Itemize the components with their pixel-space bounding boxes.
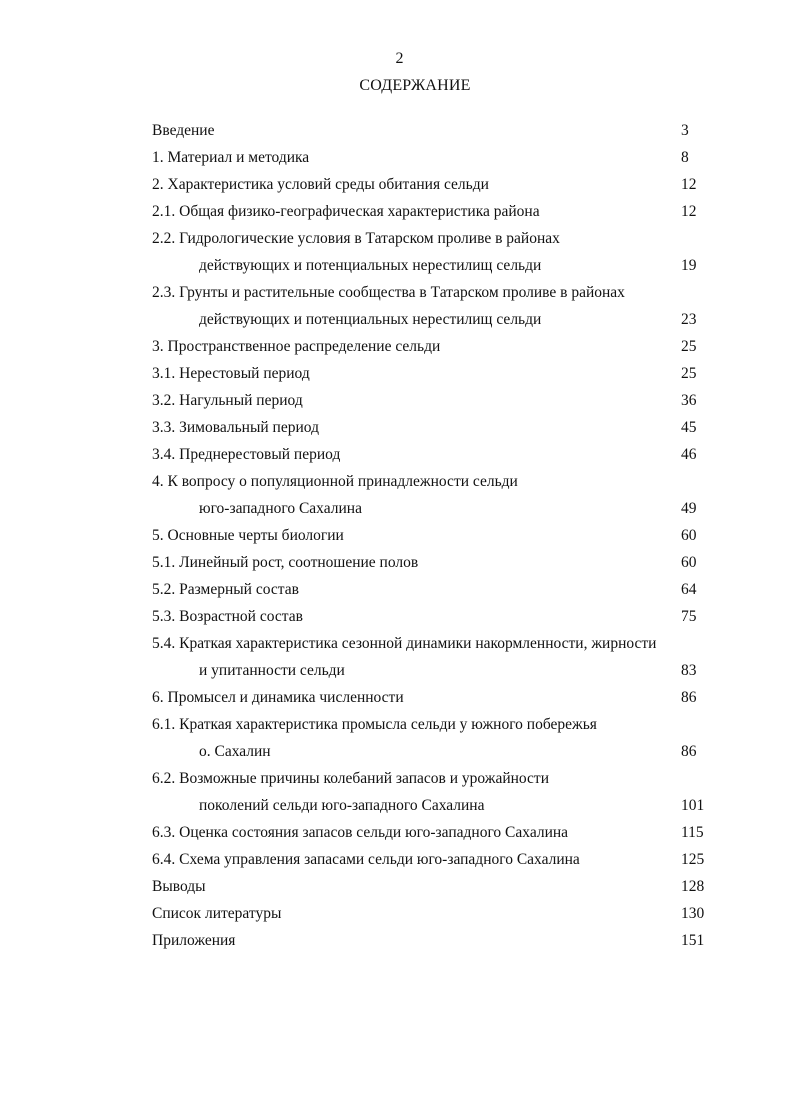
toc-entry-page-number: 83 [681,662,697,679]
toc-entry-title: действующих и потенциальных нерестилищ сельди [199,257,542,274]
toc-entry-title: 6.3. Оценка состояния запасов сельди юго-западного Сахалина [152,824,569,841]
toc-entry-page-number: 101 [681,797,705,814]
toc-entry-title: Выводы [152,878,206,895]
toc-entry-page-number: 46 [681,446,697,463]
toc-entry-title: Введение [152,122,215,139]
toc-entry-page-number: 19 [681,257,697,274]
toc-entry-page-number: 130 [681,905,705,922]
toc-entry-page-number: 60 [681,554,697,571]
toc-entry [152,549,712,576]
toc-entry-page-number: 25 [681,365,697,382]
toc-entry [152,333,712,360]
toc-entry [152,252,712,279]
toc-entry-page-number: 8 [681,149,689,166]
toc-entry-page-number: 128 [681,878,705,895]
toc-entry [152,846,712,873]
toc-entry-page-number: 25 [681,338,697,355]
toc-entry [152,495,712,522]
toc-entry [152,468,712,495]
toc-entry-title: 6.2. Возможные причины колебаний запасов и урожайности [152,770,549,787]
toc-entry [152,684,712,711]
toc-entry [152,279,712,306]
toc-entry [152,144,712,171]
toc-entry [152,819,712,846]
toc-entry [152,873,712,900]
toc-entry [152,765,712,792]
toc-entry-title: 6.1. Краткая характеристика промысла сельди у южного побережья [152,716,597,733]
toc-entry-page-number: 23 [681,311,697,328]
toc-entry-page-number: 49 [681,500,697,517]
toc-entry [152,603,712,630]
toc-entry-page-number: 60 [681,527,697,544]
toc-entry [152,630,712,657]
toc-entry-title: и упитанности сельди [199,662,345,679]
toc-entry [152,711,712,738]
toc-entry-title: 2.1. Общая физико-географическая характеристика района [152,203,540,220]
toc-entry [152,657,712,684]
toc-entry-page-number: 12 [681,176,697,193]
toc-entry-page-number: 45 [681,419,697,436]
toc-entry-title: поколений сельди юго-западного Сахалина [199,797,485,814]
toc-entry [152,171,712,198]
toc-entry [152,198,712,225]
toc-entry-page-number: 64 [681,581,697,598]
toc-entry [152,117,712,144]
toc-entry [152,792,712,819]
toc-entry-title: Приложения [152,932,236,949]
toc-entry-page-number: 36 [681,392,697,409]
toc-entry-page-number: 86 [681,689,697,706]
toc-entry [152,441,712,468]
page-title: СОДЕРЖАНИЕ [359,77,471,94]
toc-entry-page-number: 125 [681,851,705,868]
toc-entry-title: 2.2. Гидрологические условия в Татарском проливе в районах [152,230,560,247]
toc-entry-title: 3.2. Нагульный период [152,392,303,409]
toc-entry-title: юго-западного Сахалина [199,500,362,517]
toc-entry [152,522,712,549]
toc-entry [152,306,712,333]
toc-entry [152,225,712,252]
toc-entry [152,414,712,441]
toc-entry-title: 5.1. Линейный рост, соотношение полов [152,554,419,571]
toc-entry [152,387,712,414]
toc-entry [152,360,712,387]
toc-entry [152,576,712,603]
toc-entry-page-number: 115 [681,824,704,841]
toc-entry [152,900,712,927]
toc-entry-title: 1. Материал и методика [152,149,310,166]
page-number: 2 [395,50,404,67]
toc-entry-title: Список литературы [152,905,282,922]
toc-entry-page-number: 12 [681,203,697,220]
toc-entry-title: 5.2. Размерный состав [152,581,299,598]
toc-entry-title: 2.3. Грунты и растительные сообщества в Татарском проливе в районах [152,284,625,301]
toc-entry-page-number: 151 [681,932,705,949]
toc-entry-title: 5.3. Возрастной состав [152,608,303,625]
toc-entry-title: 5. Основные черты биологии [152,527,344,544]
toc-entry-title: о. Сахалин [199,743,271,760]
toc-entry-title: действующих и потенциальных нерестилищ сельди [199,311,542,328]
toc-entry-page-number: 86 [681,743,697,760]
toc-entry-page-number: 3 [681,122,689,139]
toc-entry-title: 3.4. Преднерестовый период [152,446,341,463]
toc-entry-title: 3.1. Нерестовый период [152,365,310,382]
toc-entry-title: 2. Характеристика условий среды обитания сельди [152,176,489,193]
toc-entry-title: 6.4. Схема управления запасами сельди юго-западного Сахалина [152,851,580,868]
toc-entry [152,738,712,765]
toc-entry-page-number: 75 [681,608,697,625]
toc-entry [152,927,712,954]
table-of-contents [152,117,712,954]
toc-entry-title: 4. К вопросу о популяционной принадлежности сельди [152,473,518,490]
toc-entry-title: 6. Промысел и динамика численности [152,689,404,706]
toc-entry-title: 5.4. Краткая характеристика сезонной динамики накормленности, жирности [152,635,657,652]
toc-entry-title: 3. Пространственное распределение сельди [152,338,441,355]
toc-entry-title: 3.3. Зимовальный период [152,419,319,436]
